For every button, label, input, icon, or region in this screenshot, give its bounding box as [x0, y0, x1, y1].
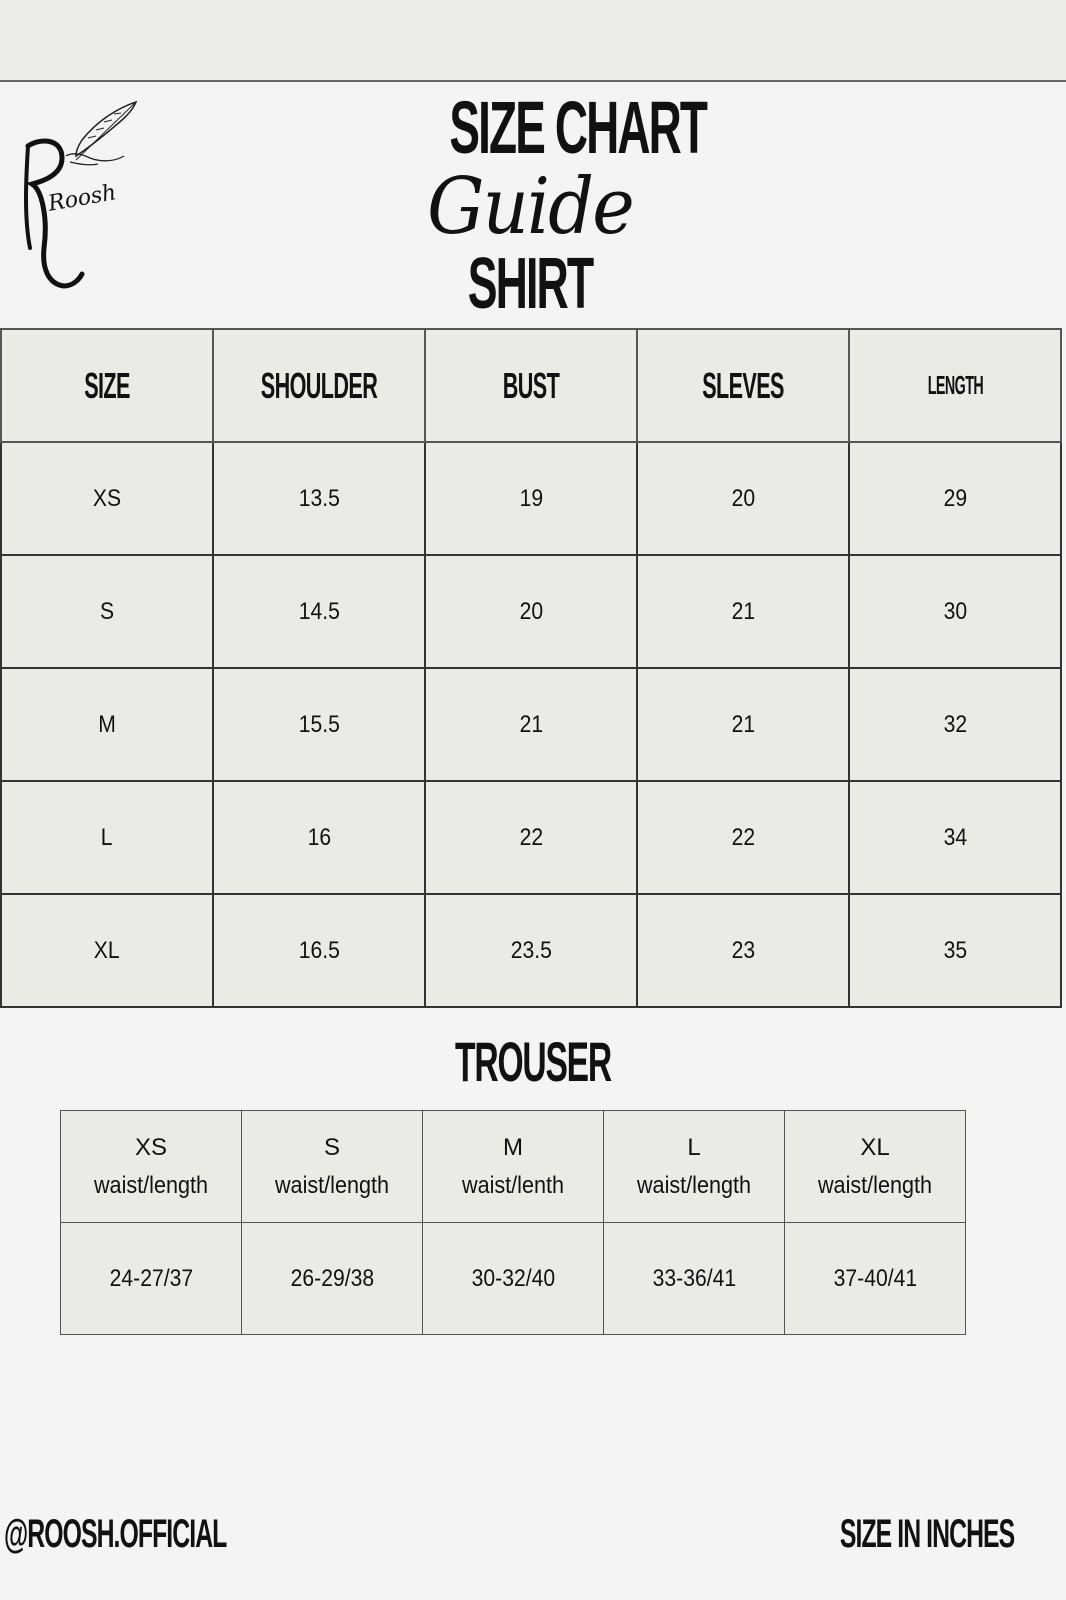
table-cell: 13.5: [213, 442, 425, 555]
column-header: BUST: [425, 329, 637, 442]
table-cell: 22: [425, 781, 637, 894]
table-cell: 35: [849, 894, 1061, 1007]
table-cell: 21: [425, 668, 637, 781]
table-header-row: [61, 1111, 966, 1223]
column-header: M waist/lenth: [423, 1111, 604, 1223]
table-cell: 24-27/37: [61, 1223, 242, 1335]
table-header-row: [1, 329, 1061, 442]
table-cell: S: [1, 555, 213, 668]
units-note: SIZE IN INCHES: [839, 1512, 1014, 1556]
table-cell: 20: [637, 442, 849, 555]
table-cell: 37-40/41: [785, 1223, 966, 1335]
table-cell: M: [1, 668, 213, 781]
table-row: [1, 442, 1061, 555]
table-cell: 19: [425, 442, 637, 555]
table-row: [1, 555, 1061, 668]
table-cell: 14.5: [213, 555, 425, 668]
title-block: [400, 86, 707, 328]
social-handle: @ROOSH.OFFICIAL: [4, 1512, 227, 1556]
table-cell: L: [1, 781, 213, 894]
table-cell: 16.5: [213, 894, 425, 1007]
column-header: SIZE: [1, 329, 213, 442]
section-title-shirt: SHIRT: [467, 244, 593, 324]
page-title-script: Guide: [427, 162, 633, 252]
table-row: [1, 668, 1061, 781]
column-header: SLEVES: [637, 329, 849, 442]
table-cell: 22: [637, 781, 849, 894]
table-cell: 30-32/40: [423, 1223, 604, 1335]
column-header: XS waist/length: [61, 1111, 242, 1223]
table-cell: 29: [849, 442, 1061, 555]
table-cell: 32: [849, 668, 1061, 781]
shirt-size-table: [0, 328, 1062, 1008]
table-row: [1, 781, 1061, 894]
table-cell: XS: [1, 442, 213, 555]
table-cell: 20: [425, 555, 637, 668]
table-cell: 23: [637, 894, 849, 1007]
table-cell: 26-29/38: [242, 1223, 423, 1335]
logo-text: Roosh: [46, 180, 119, 217]
brand-logo: [18, 98, 148, 298]
table-cell: 34: [849, 781, 1061, 894]
table-cell: 30: [849, 555, 1061, 668]
table-cell: 21: [637, 668, 849, 781]
column-header: LENGTH: [849, 329, 1061, 442]
table-row: [1, 894, 1061, 1007]
table-cell: 16: [213, 781, 425, 894]
table-cell: 21: [637, 555, 849, 668]
trouser-size-table: [60, 1110, 966, 1335]
table-cell: 15.5: [213, 668, 425, 781]
table-row: [61, 1223, 966, 1335]
section-title-trouser: TROUSER: [455, 1030, 611, 1093]
column-header: XL waist/length: [785, 1111, 966, 1223]
table-cell: XL: [1, 894, 213, 1007]
table-cell: 23.5: [425, 894, 637, 1007]
column-header: S waist/length: [242, 1111, 423, 1223]
page-title: SIZE CHART: [449, 86, 707, 169]
table-cell: 33-36/41: [604, 1223, 785, 1335]
column-header: SHOULDER: [213, 329, 425, 442]
column-header: L waist/length: [604, 1111, 785, 1223]
top-band: [0, 0, 1066, 82]
